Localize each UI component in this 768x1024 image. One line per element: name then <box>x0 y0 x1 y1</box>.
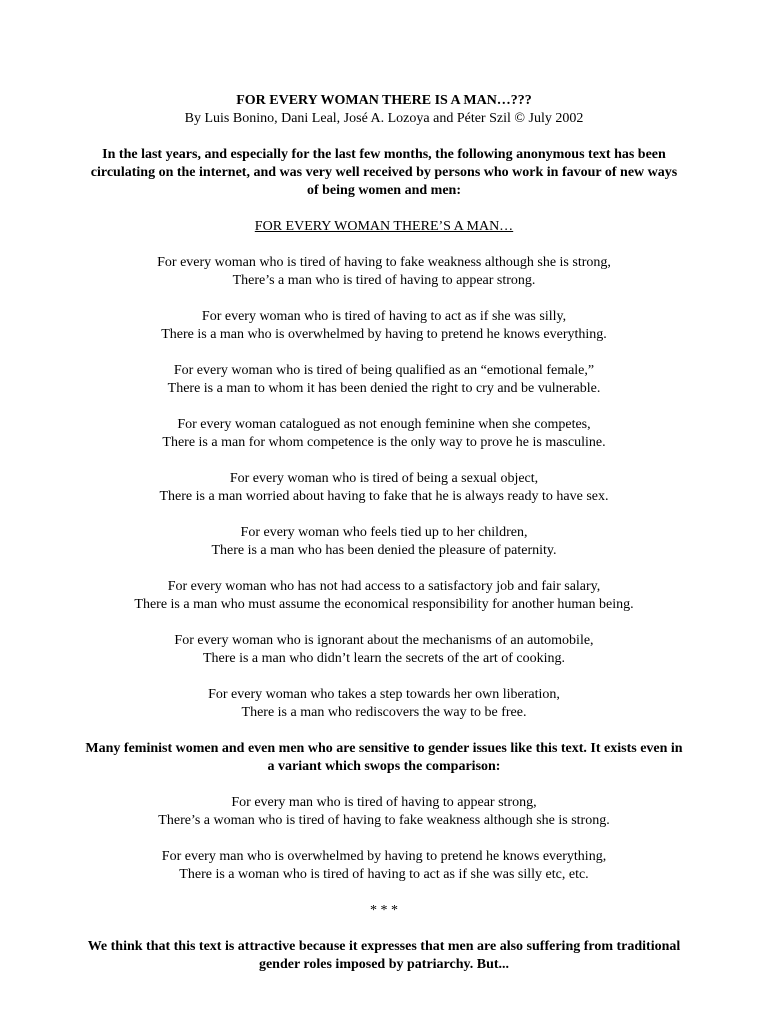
variant-stanza <box>0 794 768 830</box>
document-authors: By Luis Bonino, Dani Leal, José A. Lozoya and Péter Szil © July 2002 <box>184 111 584 126</box>
stanza <box>0 578 768 614</box>
stanza-line: There is a man who must assume the economical responsibility for another human being. <box>134 597 634 612</box>
stanza-line: There’s a woman who is tired of having to fake weakness although she is strong. <box>158 813 610 828</box>
stanza-line: There is a man to whom it has been denied the right to cry and be vulnerable. <box>167 381 601 396</box>
stanza-line: For every man who is tired of having to appear strong, <box>231 795 537 810</box>
stanza-line: For every woman who feels tied up to her children, <box>240 525 528 540</box>
stanza <box>0 524 768 560</box>
closing-paragraph: We think that this text is attractive because it expresses that men are also suffering from traditional gender roles imposed by patriarchy. But... <box>87 939 681 972</box>
poem-heading: FOR EVERY WOMAN THERE’S A MAN… <box>254 219 514 234</box>
stanza <box>0 686 768 722</box>
stanza <box>0 470 768 506</box>
stanza-line: There is a man for whom competence is the only way to prove he is masculine. <box>162 435 606 450</box>
stanza-line: For every woman who takes a step towards her own liberation, <box>208 687 560 702</box>
stanza <box>0 362 768 398</box>
stanza-line: For every woman who has not had access to a satisfactory job and fair salary, <box>167 579 601 594</box>
variant-stanza <box>0 848 768 884</box>
stanza-line: For every woman who is tired of having to fake weakness although she is strong, <box>157 255 611 270</box>
stanza-line: There is a man worried about having to fake that he is always ready to have sex. <box>159 489 609 504</box>
stanza-line: For every woman who is tired of being qualified as an “emotional female,” <box>173 363 595 378</box>
stanza-line: There is a man who has been denied the pleasure of paternity. <box>211 543 557 558</box>
feminist-paragraph: Many feminist women and even men who are sensitive to gender issues like this text. It exists even in a variant which swops the comparison: <box>85 741 683 774</box>
stanza-line: There’s a man who is tired of having to appear strong. <box>232 273 536 288</box>
stanza-line: There is a man who didn’t learn the secrets of the art of cooking. <box>202 651 566 666</box>
stanza <box>0 416 768 452</box>
document-title: FOR EVERY WOMAN THERE IS A MAN…??? <box>236 93 532 108</box>
stanza-line: There is a woman who is tired of having to act as if she was silly etc, etc. <box>179 867 589 882</box>
stanza-line: For every woman who is tired of being a sexual object, <box>229 471 539 486</box>
stanza <box>0 308 768 344</box>
stanza-line: For every woman who is ignorant about the mechanisms of an automobile, <box>174 633 594 648</box>
stanza <box>0 254 768 290</box>
section-separator: * * * <box>370 903 398 918</box>
stanza-line: For every woman catalogued as not enough feminine when she competes, <box>177 417 591 432</box>
stanza-line: There is a man who is overwhelmed by having to pretend he knows everything. <box>161 327 607 342</box>
stanza-line: For every man who is overwhelmed by having to pretend he knows everything, <box>161 849 607 864</box>
stanza-line: For every woman who is tired of having to act as if she was silly, <box>201 309 567 324</box>
stanza-line: There is a man who rediscovers the way to be free. <box>241 705 527 720</box>
stanza <box>0 632 768 668</box>
intro-paragraph: In the last years, and especially for the last few months, the following anonymous text has been circulating on the internet, and was very well received by persons who work in favour of new ways of being women and men: <box>90 147 678 198</box>
